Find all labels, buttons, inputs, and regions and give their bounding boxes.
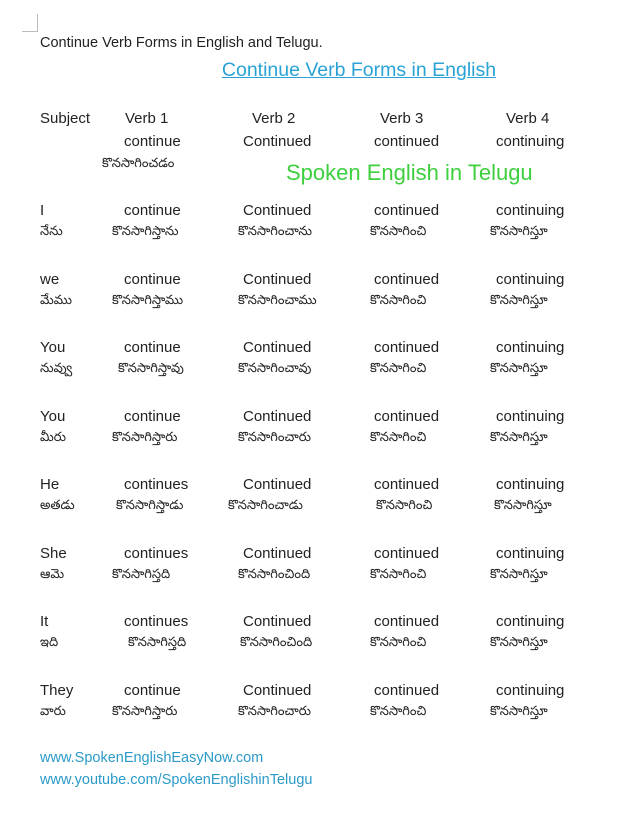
- row-6-verb3: continued: [374, 545, 440, 562]
- row-8-verb3: continued: [374, 682, 440, 699]
- row-2-verb2-telugu: కొనసాగించాము: [238, 293, 317, 308]
- row-5-verb3: continued: [374, 476, 440, 493]
- row-5-verb3-telugu: కొనసాగించి: [376, 498, 433, 513]
- watermark-text: Spoken English in Telugu: [286, 160, 533, 185]
- row-5-verb2: Continued: [243, 476, 312, 493]
- row-6-verb1: continues: [124, 545, 189, 562]
- row-7-verb3-telugu: కొనసాగించి: [370, 635, 427, 650]
- row-6-verb4-telugu: కొనసాగిస్తూ: [490, 567, 548, 582]
- row-1-verb4: continuing: [496, 202, 565, 219]
- row-7-verb3: continued: [374, 613, 440, 630]
- base-form-v2: Continued: [243, 133, 312, 150]
- row-7-verb4-telugu: కొనసాగిస్తూ: [490, 635, 548, 650]
- base-form-v4: continuing: [496, 133, 565, 150]
- row-3-verb3: continued: [374, 339, 440, 356]
- row-3-verb4: continuing: [496, 339, 565, 356]
- row-2-verb3-telugu: కొనసాగించి: [370, 293, 427, 308]
- row-3-verb2: Continued: [243, 339, 312, 356]
- row-1-verb2: Continued: [243, 202, 312, 219]
- row-3-verb1: continue: [124, 339, 181, 356]
- base-form-v1: continue: [124, 133, 181, 150]
- row-6-subject: She: [40, 545, 67, 562]
- base-form-telugu: కొనసాగించడం: [102, 156, 175, 171]
- row-7-subject-telugu: ఇది: [40, 635, 59, 650]
- row-4-verb2-telugu: కొనసాగించారు: [238, 430, 311, 445]
- row-8-verb3-telugu: కొనసాగించి: [370, 704, 427, 719]
- row-3-subject-telugu: నువ్వు: [40, 361, 73, 376]
- row-3-verb2-telugu: కొనసాగించావు: [238, 361, 312, 376]
- row-8-subject-telugu: వారు: [40, 704, 66, 719]
- row-7-verb4: continuing: [496, 613, 565, 630]
- header-verb1: Verb 1: [125, 110, 169, 127]
- row-4-verb2: Continued: [243, 408, 312, 425]
- row-7-subject: It: [40, 613, 49, 630]
- row-6-verb3-telugu: కొనసాగించి: [370, 567, 427, 582]
- row-1-verb1: continue: [124, 202, 181, 219]
- row-6-verb4: continuing: [496, 545, 565, 562]
- row-5-verb1-telugu: కొనసాగిస్తాడు: [116, 498, 184, 513]
- row-1-verb2-telugu: కొనసాగించాను: [238, 224, 312, 239]
- row-1-verb3: continued: [374, 202, 440, 219]
- heading-link[interactable]: Continue Verb Forms in English: [221, 59, 497, 81]
- row-5-subject-telugu: అతడు: [40, 498, 75, 513]
- row-2-verb4: continuing: [496, 271, 565, 288]
- row-4-subject: You: [40, 408, 66, 425]
- row-3-verb3-telugu: కొనసాగించి: [370, 361, 427, 376]
- page-corner-marker: [22, 14, 38, 32]
- row-8-verb2-telugu: కొనసాగించారు: [238, 704, 311, 719]
- row-6-verb2: Continued: [243, 545, 312, 562]
- row-3-verb1-telugu: కొనసాగిస్తావు: [118, 361, 184, 376]
- row-5-subject: He: [40, 476, 60, 493]
- row-2-verb3: continued: [374, 271, 440, 288]
- row-2-verb2: Continued: [243, 271, 312, 288]
- row-8-verb1-telugu: కొనసాగిస్తారు: [112, 704, 178, 719]
- row-3-subject: You: [40, 339, 66, 356]
- row-4-verb1: continue: [124, 408, 181, 425]
- row-1-verb1-telugu: కొనసాగిస్తాను: [112, 224, 179, 239]
- youtube-link[interactable]: www.youtube.com/SpokenEnglishinTelugu: [40, 772, 313, 788]
- website-link[interactable]: www.SpokenEnglishEasyNow.com: [40, 750, 264, 766]
- row-6-verb2-telugu: కొనసాగించింది: [238, 567, 311, 582]
- row-5-verb4-telugu: కొనసాగిస్తూ: [494, 498, 552, 513]
- row-1-verb3-telugu: కొనసాగించి: [370, 224, 427, 239]
- row-1-verb4-telugu: కొనసాగిస్తూ: [490, 224, 548, 239]
- row-8-verb2: Continued: [243, 682, 312, 699]
- row-7-verb1-telugu: కొనసాగిస్తది: [128, 635, 187, 650]
- base-form-v3: continued: [374, 133, 440, 150]
- row-2-verb1-telugu: కొనసాగిస్తాము: [112, 293, 184, 308]
- row-2-subject-telugu: మేము: [40, 293, 73, 308]
- row-4-verb1-telugu: కొనసాగిస్తారు: [112, 430, 178, 445]
- row-8-verb1: continue: [124, 682, 181, 699]
- row-7-verb2-telugu: కొనసాగించింది: [240, 635, 313, 650]
- row-7-verb1: continues: [124, 613, 189, 630]
- header-verb4: Verb 4: [506, 110, 550, 127]
- row-1-subject-telugu: నేను: [40, 224, 63, 239]
- header-subject: Subject: [40, 110, 91, 127]
- row-8-subject: They: [40, 682, 74, 699]
- row-7-verb2: Continued: [243, 613, 312, 630]
- row-4-verb4: continuing: [496, 408, 565, 425]
- header-verb2: Verb 2: [252, 110, 296, 127]
- row-8-verb4-telugu: కొనసాగిస్తూ: [490, 704, 548, 719]
- document-title: Continue Verb Forms in English and Telugu.: [40, 35, 323, 51]
- row-1-subject: I: [40, 202, 45, 219]
- row-5-verb1: continues: [124, 476, 189, 493]
- row-2-verb1: continue: [124, 271, 181, 288]
- header-verb3: Verb 3: [380, 110, 424, 127]
- row-2-subject: we: [40, 271, 60, 288]
- row-6-subject-telugu: ఆమె: [40, 567, 65, 582]
- row-4-verb3-telugu: కొనసాగించి: [370, 430, 427, 445]
- row-4-subject-telugu: మీరు: [40, 430, 66, 445]
- row-4-verb3: continued: [374, 408, 440, 425]
- row-6-verb1-telugu: కొనసాగిస్తది: [112, 567, 171, 582]
- row-3-verb4-telugu: కొనసాగిస్తూ: [490, 361, 548, 376]
- row-5-verb2-telugu: కొనసాగించాడు: [228, 498, 303, 513]
- row-8-verb4: continuing: [496, 682, 565, 699]
- row-4-verb4-telugu: కొనసాగిస్తూ: [490, 430, 548, 445]
- row-5-verb4: continuing: [496, 476, 565, 493]
- row-2-verb4-telugu: కొనసాగిస్తూ: [490, 293, 548, 308]
